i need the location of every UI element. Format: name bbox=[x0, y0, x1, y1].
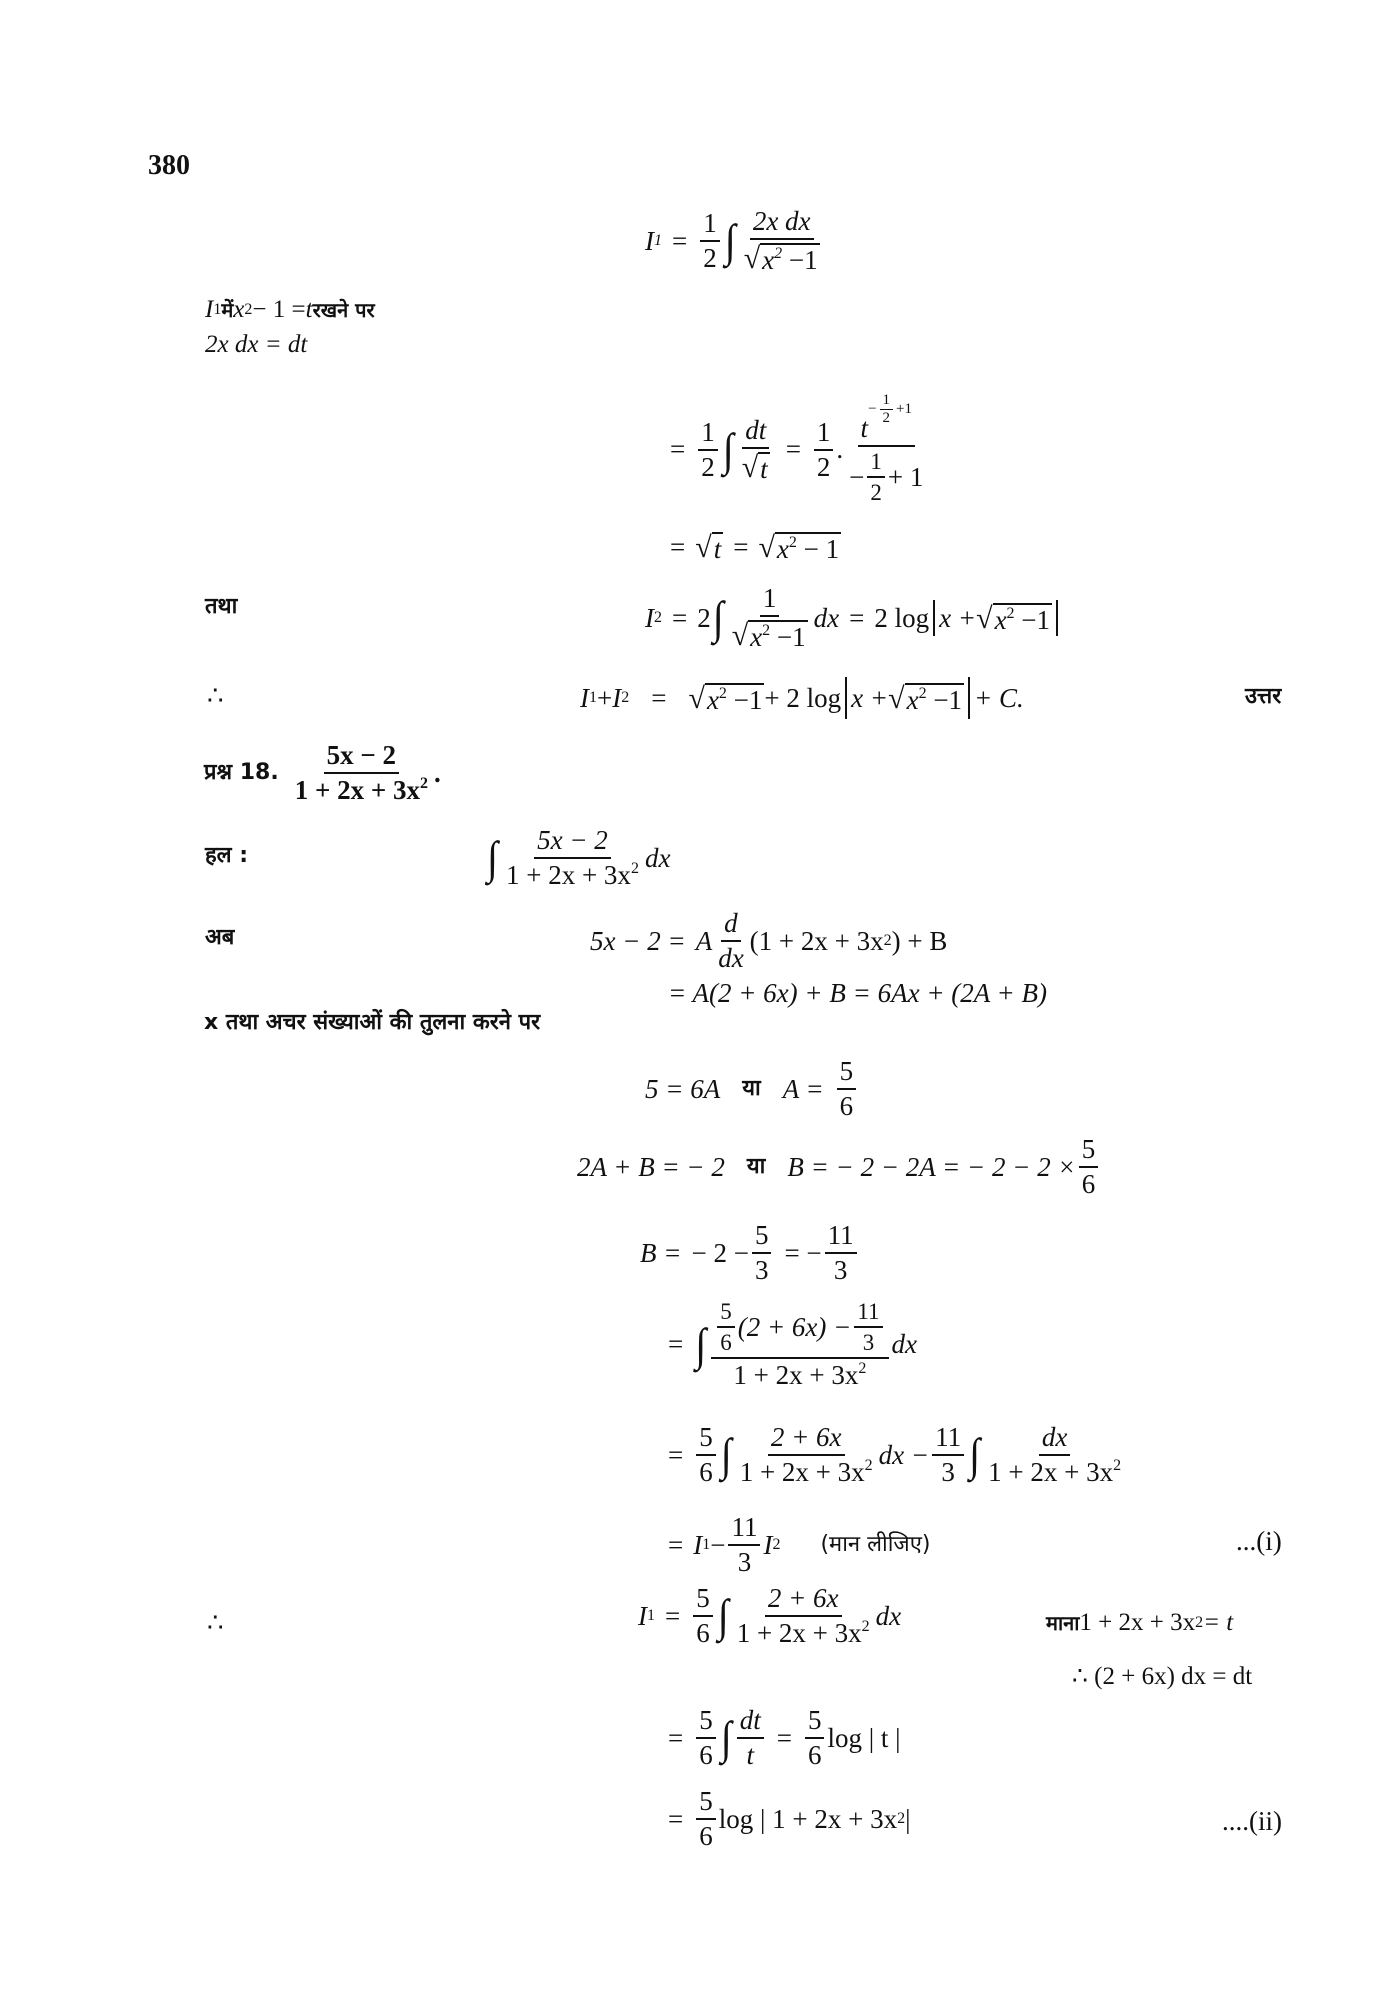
equation-decomposition: 5x − 2 = A $\frac{d}{dx}$ (1 + 2x + 3x 2 ) + B bbox=[590, 908, 948, 973]
fraction-half bbox=[698, 416, 718, 482]
equation-b-value bbox=[640, 1222, 860, 1284]
constant: − 1 bbox=[796, 534, 840, 564]
therefore-symbol bbox=[207, 683, 224, 709]
equation-i1-minus-i2: = I 1 − $\frac{11}{3}$ I 2 (मान लीजिए) bbox=[668, 1512, 931, 1577]
equals-sign: = bbox=[672, 602, 688, 633]
equation-integration-step bbox=[670, 392, 929, 505]
var-i: I bbox=[580, 682, 589, 713]
numerator: 1 bbox=[867, 450, 885, 478]
var-i: I bbox=[205, 296, 214, 323]
numerator: 5 bbox=[752, 1222, 772, 1254]
hindi-text: अब bbox=[205, 925, 235, 950]
var-x: x bbox=[706, 684, 719, 715]
fraction-eleven-thirds bbox=[728, 1514, 760, 1576]
fraction-half bbox=[814, 416, 834, 482]
log-text: 2 log bbox=[874, 602, 930, 633]
minus-sign: − bbox=[710, 1529, 726, 1560]
fraction-integrand bbox=[734, 1585, 873, 1647]
numerator: dt bbox=[742, 417, 769, 449]
denominator: 3 bbox=[754, 1255, 769, 1285]
hindi-or: या bbox=[746, 1154, 766, 1179]
equation-i1-definition: I 1 = $\frac{1}{2}$ ∫ 2x dx √ $x^2 -1$ bbox=[645, 208, 826, 274]
math-text: B = − 2 − 2A = − 2 − 2 × bbox=[787, 1151, 1076, 1182]
superscript: 2 bbox=[718, 684, 727, 702]
dot-operator: . bbox=[836, 434, 844, 464]
fraction-five-sixths bbox=[805, 1707, 825, 1769]
differential: dx bbox=[875, 1600, 902, 1631]
denominator: 6 bbox=[839, 1091, 854, 1121]
denominator: 3 bbox=[737, 1547, 752, 1577]
superscript: 2 bbox=[858, 1360, 867, 1377]
log-text: + 2 log bbox=[764, 682, 842, 713]
numerator: dt bbox=[737, 1707, 764, 1739]
abs-bar bbox=[1056, 600, 1058, 636]
superscript: 2 bbox=[861, 1618, 870, 1635]
math-text: 1 + 2x + 3x bbox=[1079, 1609, 1196, 1636]
fraction-five-sixths bbox=[696, 1788, 716, 1850]
denominator: 3 bbox=[833, 1255, 848, 1285]
integral-sign: ∫ bbox=[724, 214, 736, 267]
integral-sign: ∫ bbox=[969, 1428, 981, 1481]
polynomial: 1 + 2x + 3x bbox=[294, 775, 420, 805]
hindi-text: में bbox=[221, 297, 234, 322]
equation-i1-plus-i2: I 1 + I 2 = √ $x^2 -1$ + 2 log x + √ $x^2 -1$ + C. bbox=[580, 677, 1024, 719]
denominator bbox=[985, 1456, 1124, 1486]
period: . bbox=[434, 757, 441, 788]
fraction-power-rule bbox=[846, 392, 926, 505]
therefore-icon: ∴ bbox=[207, 1608, 224, 1637]
var-x: x bbox=[233, 296, 245, 323]
radical-sign: √ bbox=[731, 619, 749, 652]
var-t: t bbox=[305, 296, 313, 323]
numerator: 11 bbox=[728, 1514, 760, 1546]
numerator: 2 + 6x bbox=[768, 1424, 845, 1456]
plus-one: +1 bbox=[896, 401, 912, 417]
fraction-half bbox=[700, 210, 720, 272]
equation-i1-eval: I 1 = $\frac{5}{6}$ ∫ $\frac{2 + 6x}{1 + 2x + 3x^2}$ dx bbox=[638, 1583, 902, 1648]
math-text: 5 = 6A bbox=[645, 1073, 721, 1104]
hindi-text: x तथा अचर संख्याओं की तुलना करने पर bbox=[204, 1010, 541, 1035]
equation-i2: I 2 = 2 ∫ 1 √ $x^2 -1$ dx = 2 log x + √ $x^2 -1$ bbox=[645, 585, 1062, 651]
abs-bar bbox=[968, 677, 970, 719]
numerator: 11 bbox=[854, 1300, 882, 1328]
integral-sign: ∫ bbox=[717, 1589, 729, 1642]
constant-c: + C. bbox=[974, 682, 1024, 713]
denominator: 6 bbox=[807, 1740, 822, 1770]
equation-solution-integral bbox=[485, 827, 670, 889]
integral-sign: ∫ bbox=[695, 1318, 707, 1370]
solution-label bbox=[205, 845, 248, 867]
var-x: x bbox=[776, 534, 789, 564]
numerator: 5x − 2 bbox=[534, 827, 611, 859]
hindi-text: माना bbox=[1046, 1610, 1080, 1635]
var-b: B = bbox=[640, 1237, 682, 1268]
var-t: t bbox=[713, 534, 722, 564]
exponent bbox=[868, 393, 912, 426]
equation-tag: ...(i) bbox=[1236, 1526, 1282, 1556]
math-text: = t bbox=[1203, 1609, 1234, 1636]
denominator bbox=[734, 1617, 873, 1647]
fraction-five-sixths bbox=[1079, 1136, 1099, 1198]
label-tatha bbox=[205, 596, 237, 618]
denominator: 6 bbox=[1081, 1169, 1096, 1199]
denominator: t bbox=[746, 1740, 754, 1770]
coefficient: 2 bbox=[697, 602, 711, 633]
var-i: I bbox=[638, 1600, 647, 1631]
equals-sign: = bbox=[668, 1529, 684, 1560]
numerator bbox=[711, 1300, 888, 1359]
substitution-let: माना 1 + 2x + 3x 2 = t bbox=[1046, 1609, 1234, 1636]
math-text: (2 + 6x) − bbox=[737, 1311, 852, 1342]
math-text: = − bbox=[784, 1237, 822, 1268]
numerator: 2 + 6x bbox=[765, 1585, 842, 1617]
equation-result-i1 bbox=[670, 532, 841, 563]
denominator bbox=[729, 617, 811, 651]
therefore-icon: ∴ bbox=[207, 681, 224, 710]
equation-expansion bbox=[668, 980, 1047, 1007]
numerator: 5 bbox=[696, 1707, 716, 1739]
math-text: − 2 − bbox=[691, 1237, 749, 1268]
denominator: 2 bbox=[816, 451, 831, 482]
var-i: I bbox=[612, 682, 622, 713]
denominator: 6 bbox=[699, 1457, 713, 1487]
answer-label bbox=[1245, 686, 1281, 708]
differential: dx bbox=[891, 1329, 917, 1359]
question-18 bbox=[204, 742, 441, 804]
minus-sign: − bbox=[868, 401, 877, 417]
fraction-five-sixths bbox=[693, 1585, 713, 1647]
fraction-five-sixths bbox=[837, 1058, 857, 1120]
polynomial: 1 + 2x + 3x bbox=[505, 860, 631, 890]
fraction-integrand bbox=[737, 1424, 876, 1486]
numerator: 1 bbox=[700, 210, 720, 242]
var-x: x bbox=[762, 245, 775, 275]
var-i: I bbox=[645, 602, 654, 633]
denominator bbox=[739, 449, 773, 483]
plus-sign: + bbox=[597, 682, 613, 713]
equals-sign: = bbox=[670, 532, 686, 562]
fraction-question bbox=[292, 742, 431, 804]
equals-sign: = bbox=[665, 1600, 681, 1631]
comparison-statement bbox=[204, 1012, 540, 1034]
constant: −1 bbox=[770, 622, 806, 652]
superscript: 2 bbox=[774, 245, 783, 262]
equation-tag-i bbox=[1236, 1528, 1282, 1555]
polynomial: 1 + 2x + 3x bbox=[739, 1457, 865, 1487]
var-x: x bbox=[750, 622, 763, 652]
equals-sign: = bbox=[785, 434, 801, 464]
equals-sign: = bbox=[776, 1722, 792, 1753]
equation-split-integrals bbox=[668, 1424, 1127, 1486]
denominator bbox=[737, 1456, 876, 1486]
numerator: d bbox=[721, 910, 741, 942]
radical-sign: √ bbox=[758, 531, 775, 564]
hindi-text: रखने पर bbox=[312, 297, 375, 322]
integral-sign: ∫ bbox=[487, 831, 498, 884]
numerator: 2x dx bbox=[750, 208, 814, 240]
equation-tag-ii bbox=[1222, 1808, 1282, 1835]
therefore-symbol bbox=[207, 1610, 224, 1636]
fraction-eleven-thirds bbox=[932, 1424, 964, 1486]
constant: −1 bbox=[1014, 604, 1051, 635]
denominator bbox=[741, 240, 823, 274]
math-text: − 1 = bbox=[252, 296, 306, 323]
denominator: 3 bbox=[862, 1330, 875, 1355]
differential-statement bbox=[205, 332, 307, 357]
var-i: I bbox=[645, 225, 654, 256]
math-text: ) + B bbox=[891, 925, 948, 956]
hindi-text: उत्तर bbox=[1245, 684, 1282, 709]
var-x: x + bbox=[851, 682, 889, 713]
abs-close: | bbox=[905, 1803, 911, 1834]
numerator: 1 bbox=[698, 419, 718, 451]
substitution-statement: I 1 में x 2 − 1 = t रखने पर bbox=[205, 296, 375, 323]
equation-log-result: = $\frac{5}{6}$ log | 1 + 2x + 3x 2 | bbox=[668, 1786, 911, 1851]
polynomial: 1 + 2x + 3x bbox=[736, 1618, 862, 1648]
constant: −1 bbox=[726, 684, 763, 715]
radical-sign: √ bbox=[688, 681, 705, 715]
integral-sign: ∫ bbox=[720, 1711, 732, 1764]
constant: −1 bbox=[926, 684, 963, 715]
var-x: x bbox=[906, 684, 919, 715]
hindi-text: तथा bbox=[205, 594, 238, 619]
numerator: 5 bbox=[805, 1707, 825, 1739]
denominator: 6 bbox=[699, 1740, 713, 1770]
integral-sign: ∫ bbox=[720, 1428, 732, 1481]
denominator: 2 bbox=[882, 410, 891, 426]
fraction-five-sixths bbox=[696, 1424, 716, 1486]
equals-sign: = bbox=[668, 1329, 684, 1359]
math-text: 2A + B = − 2 bbox=[577, 1151, 725, 1182]
hindi-or: या bbox=[742, 1076, 761, 1101]
math-text: 2x dx = dt bbox=[205, 331, 308, 358]
polynomial: 1 + 2x + 3x bbox=[733, 1360, 859, 1390]
hindi-note: (मान लीजिए) bbox=[820, 1532, 931, 1557]
hindi-text: हल : bbox=[205, 843, 249, 868]
fraction-five-thirds bbox=[752, 1222, 772, 1284]
page-number-text: 380 bbox=[148, 150, 190, 181]
equals-sign: = bbox=[849, 602, 865, 633]
numerator: 1 bbox=[880, 393, 894, 410]
numerator: 5x − 2 bbox=[324, 742, 399, 774]
superscript: 2 bbox=[762, 622, 771, 639]
equation-solve-b bbox=[577, 1136, 1101, 1198]
denominator: 6 bbox=[720, 1330, 732, 1355]
numerator: 5 bbox=[696, 1424, 716, 1456]
superscript: 2 bbox=[788, 534, 797, 551]
numerator: 5 bbox=[693, 1585, 713, 1617]
denominator bbox=[730, 1359, 869, 1389]
fraction-integrand bbox=[729, 585, 811, 651]
log-text: log | t | bbox=[827, 1722, 901, 1753]
integral-sign: ∫ bbox=[712, 591, 724, 644]
superscript: 2 bbox=[1006, 604, 1015, 622]
numerator: 1 bbox=[760, 585, 780, 617]
math-text: = A(2 + 6x) + B = 6Ax + (2A + B) bbox=[668, 978, 1047, 1008]
fraction-integrand bbox=[503, 827, 642, 889]
superscript: 2 bbox=[1113, 1457, 1122, 1474]
minus-sign: − bbox=[849, 461, 865, 492]
equals-sign: = bbox=[670, 434, 686, 464]
page-number bbox=[148, 152, 190, 180]
abs-bar bbox=[933, 600, 935, 636]
fraction-eleven-thirds bbox=[825, 1222, 857, 1284]
fraction-integrand bbox=[741, 208, 823, 274]
numerator: 5 bbox=[837, 1058, 857, 1090]
denominator: 2 bbox=[703, 243, 717, 273]
constant: −1 bbox=[782, 245, 818, 275]
denominator bbox=[503, 859, 642, 889]
numerator: 5 bbox=[717, 1300, 735, 1328]
fraction-integrand bbox=[985, 1424, 1124, 1486]
numerator: 11 bbox=[932, 1424, 964, 1456]
denominator: dx bbox=[718, 943, 744, 973]
denominator: 6 bbox=[696, 1618, 710, 1648]
var-i: I bbox=[693, 1529, 703, 1560]
denominator: 3 bbox=[941, 1457, 955, 1487]
substitution-differential bbox=[1072, 1664, 1252, 1689]
superscript: 2 bbox=[918, 684, 927, 702]
math-text: 5x − 2 = bbox=[590, 925, 686, 956]
fraction-dt-t bbox=[737, 1707, 764, 1769]
superscript: 2 bbox=[630, 860, 639, 877]
differential: dx − bbox=[878, 1439, 930, 1470]
math-text: (1 + 2x + 3x bbox=[749, 925, 884, 956]
equals-sign: = bbox=[668, 1803, 684, 1834]
var-i: I bbox=[763, 1529, 773, 1560]
differential: dx bbox=[644, 842, 671, 873]
numerator bbox=[858, 392, 915, 447]
equals-sign: = bbox=[672, 225, 688, 256]
denominator bbox=[292, 774, 431, 804]
math-text: ∴ (2 + 6x) dx = dt bbox=[1072, 1663, 1253, 1690]
label-ab bbox=[205, 927, 234, 949]
math-text: A = bbox=[782, 1073, 824, 1104]
equals-sign: = bbox=[651, 682, 667, 713]
equation-substituted-integral bbox=[668, 1300, 917, 1389]
var-t: t bbox=[860, 413, 869, 443]
radical-sign: √ bbox=[743, 242, 761, 275]
plus-one: + 1 bbox=[887, 461, 924, 492]
equals-sign: = bbox=[668, 1722, 684, 1753]
denominator: 2 bbox=[870, 480, 882, 505]
radical-sign: √ bbox=[888, 681, 905, 715]
abs-bar bbox=[845, 677, 847, 719]
fraction-compound bbox=[711, 1300, 888, 1389]
fraction-dt-sqrt-t bbox=[739, 414, 773, 484]
polynomial: 1 + 2x + 3x bbox=[988, 1457, 1114, 1487]
radical-sign: √ bbox=[976, 601, 993, 635]
numerator: dx bbox=[1039, 1424, 1070, 1456]
numerator: 5 bbox=[1079, 1136, 1099, 1168]
var-t: t bbox=[760, 453, 768, 484]
superscript: 2 bbox=[420, 775, 428, 792]
log-text: log | 1 + 2x + 3x bbox=[718, 1803, 898, 1834]
equation-log-t bbox=[668, 1707, 901, 1769]
equation-tag: ....(ii) bbox=[1222, 1806, 1282, 1836]
fraction-five-sixths bbox=[696, 1707, 716, 1769]
var-x: x bbox=[994, 604, 1007, 635]
numerator: 11 bbox=[825, 1222, 857, 1254]
radical-sign: √ bbox=[695, 531, 712, 564]
fraction-derivative bbox=[715, 910, 746, 972]
denominator bbox=[846, 447, 926, 504]
denominator: 2 bbox=[701, 451, 715, 482]
numerator: 1 bbox=[814, 419, 834, 451]
var-a: A bbox=[695, 925, 713, 956]
var-x: x + bbox=[939, 602, 977, 633]
equation-solve-a bbox=[645, 1058, 859, 1120]
numerator: 5 bbox=[696, 1788, 716, 1820]
superscript: 2 bbox=[864, 1457, 873, 1474]
equals-sign: = bbox=[733, 532, 749, 562]
radical-sign: √ bbox=[741, 450, 759, 484]
equals-sign: = bbox=[668, 1439, 684, 1470]
question-label: प्रश्न 18. bbox=[204, 760, 279, 785]
integral-sign: ∫ bbox=[722, 423, 734, 475]
denominator: 6 bbox=[699, 1821, 713, 1851]
differential: dx bbox=[813, 602, 840, 633]
